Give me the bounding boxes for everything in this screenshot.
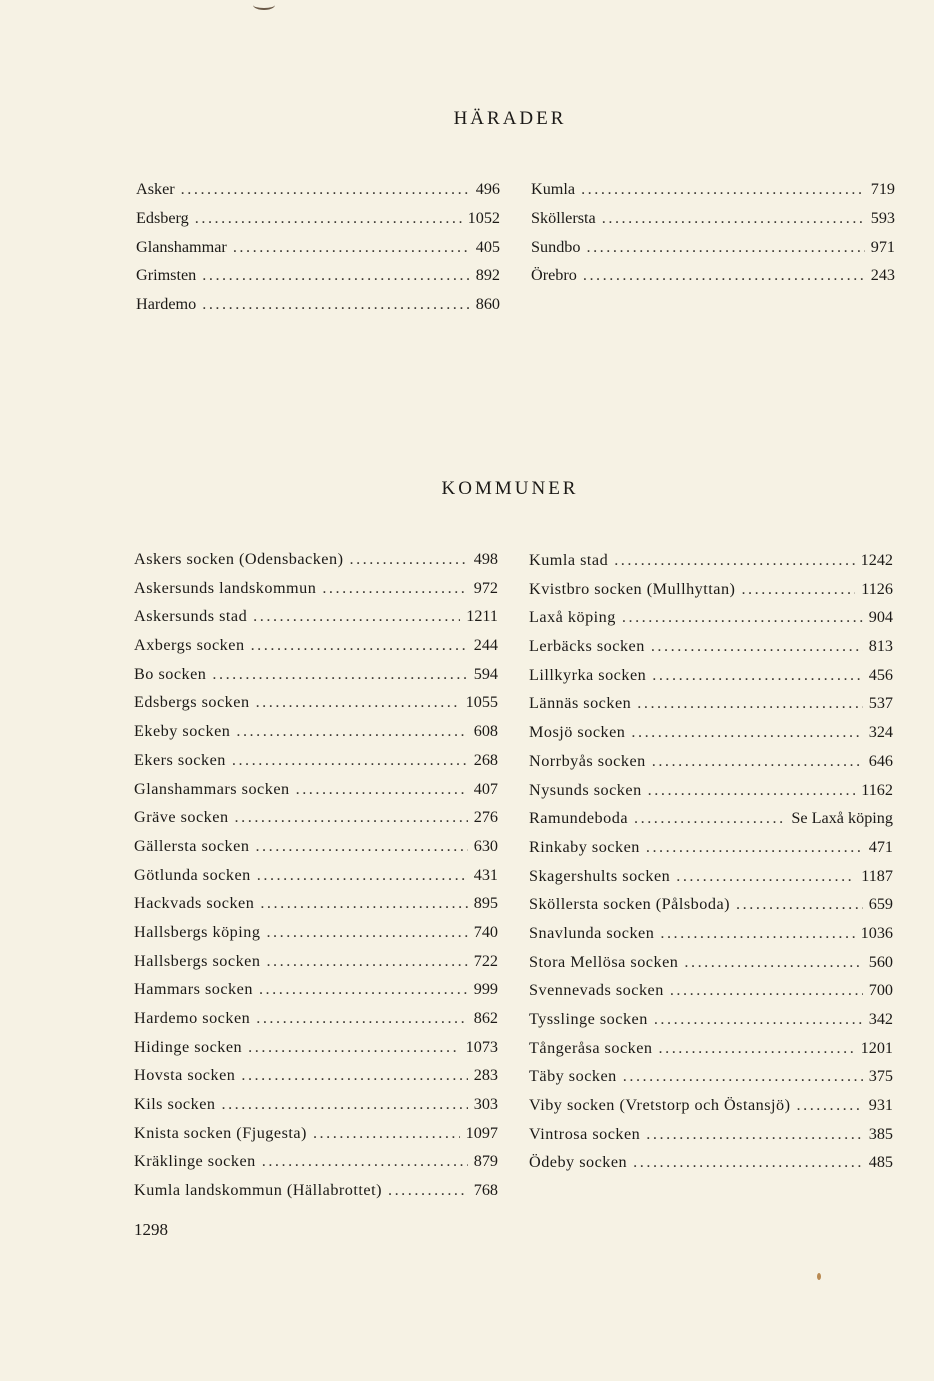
index-entry xyxy=(529,694,893,723)
dot-leader xyxy=(195,209,462,228)
entry-name: Hidinge socken xyxy=(134,1037,243,1056)
entry-name: Örebro xyxy=(531,266,577,285)
entry-page: 405 xyxy=(475,237,500,256)
dot-leader xyxy=(349,550,467,569)
index-entry xyxy=(134,1152,498,1181)
entry-name: Askersunds stad xyxy=(134,607,248,626)
dot-leader xyxy=(260,894,467,913)
entry-name: Skagershults socken xyxy=(529,866,671,885)
index-entry xyxy=(134,1038,498,1067)
page-number: 1298 xyxy=(134,1220,168,1239)
ink-mark xyxy=(253,0,275,10)
dot-leader xyxy=(232,751,468,770)
entry-name: Hardemo socken xyxy=(134,1009,251,1027)
entry-page: 283 xyxy=(473,1066,498,1085)
entry-page: 879 xyxy=(473,1152,498,1171)
entry-page: 594 xyxy=(473,664,498,683)
entry-page: Se Laxå köping xyxy=(791,809,893,828)
index-entry xyxy=(136,209,500,238)
entry-name: Täby socken xyxy=(529,1067,617,1086)
entry-name: Kumla xyxy=(531,180,576,198)
index-entry xyxy=(134,722,498,751)
dot-leader xyxy=(259,980,468,999)
dot-leader xyxy=(676,867,855,886)
dot-leader xyxy=(654,1010,863,1029)
index-entry xyxy=(134,780,498,809)
entry-page: 700 xyxy=(868,981,893,1000)
entry-page: 471 xyxy=(868,837,893,856)
index-entry xyxy=(529,1067,893,1096)
index-entry xyxy=(529,867,893,896)
entry-name: Axbergs socken xyxy=(134,636,245,655)
dot-leader xyxy=(262,1152,468,1171)
index-entry xyxy=(529,924,893,953)
index-entry xyxy=(529,809,893,838)
dot-leader xyxy=(388,1181,468,1200)
index-entry xyxy=(531,180,895,209)
dot-leader xyxy=(602,209,865,228)
dot-leader xyxy=(236,722,467,741)
entry-page: 1126 xyxy=(861,579,893,598)
index-entry xyxy=(134,1124,498,1153)
dot-leader xyxy=(652,752,863,771)
entry-name: Viby socken (Vretstorp och Östansjö) xyxy=(529,1096,791,1115)
dot-leader xyxy=(633,1153,863,1172)
dot-leader xyxy=(670,981,863,1000)
entry-name: Bo socken xyxy=(134,664,207,683)
entry-page: 608 xyxy=(473,722,498,741)
entry-name: Svennevads socken xyxy=(529,981,664,1000)
entry-name: Kräklinge socken xyxy=(134,1152,256,1171)
index-entry xyxy=(134,1095,498,1124)
index-entry xyxy=(134,550,498,579)
entry-page: 1242 xyxy=(860,551,893,569)
index-entry xyxy=(529,580,893,609)
dot-leader xyxy=(248,1038,459,1057)
index-entry xyxy=(529,551,893,580)
entry-name: Götlunda socken xyxy=(134,865,251,884)
dot-leader xyxy=(296,780,468,799)
index-entry xyxy=(529,1039,893,1068)
entry-page: 971 xyxy=(870,237,895,256)
entry-page: 303 xyxy=(473,1095,498,1114)
index-entry xyxy=(136,295,500,324)
entry-name: Mosjö socken xyxy=(529,723,626,742)
dot-leader xyxy=(634,809,785,828)
kommuner-left-column xyxy=(134,550,498,1210)
entry-page: 1055 xyxy=(465,693,498,712)
dot-leader xyxy=(313,1124,460,1143)
section-title-kommuner: KOMMUNER xyxy=(441,478,579,499)
dot-leader xyxy=(622,608,863,627)
index-entry xyxy=(531,266,895,295)
dot-leader xyxy=(255,837,467,856)
entry-name: Askersunds landskommun xyxy=(134,578,317,597)
entry-name: Glanshammar xyxy=(136,237,227,256)
dot-leader xyxy=(266,923,467,942)
index-entry xyxy=(531,238,895,267)
dot-leader xyxy=(235,808,468,827)
entry-page: 243 xyxy=(870,266,895,285)
entry-page: 385 xyxy=(868,1124,893,1143)
entry-name: Ödeby socken xyxy=(529,1153,628,1172)
entry-name: Snavlunda socken xyxy=(529,923,655,942)
dot-leader xyxy=(684,953,862,972)
dot-leader xyxy=(221,1095,467,1114)
index-entry xyxy=(529,752,893,781)
entry-name: Tångeråsa socken xyxy=(529,1038,653,1057)
dot-leader xyxy=(659,1039,855,1058)
entry-name: Kvistbro socken (Mullhyttan) xyxy=(529,579,736,598)
index-entry xyxy=(529,723,893,752)
dot-leader xyxy=(256,693,460,712)
index-entry xyxy=(134,693,498,722)
entry-name: Ekeby socken xyxy=(134,722,231,741)
dot-leader xyxy=(741,580,855,599)
entry-page: 496 xyxy=(475,180,500,198)
index-entry xyxy=(529,637,893,666)
entry-page: 813 xyxy=(868,637,893,656)
entry-name: Kumla landskommun (Hällabrottet) xyxy=(134,1181,382,1200)
entry-name: Knista socken (Fjugesta) xyxy=(134,1123,307,1142)
entry-name: Asker xyxy=(136,180,175,198)
index-entry xyxy=(529,608,893,637)
entry-page: 1162 xyxy=(861,780,893,799)
index-entry xyxy=(529,895,893,924)
entry-page: 1073 xyxy=(465,1037,498,1056)
dot-leader xyxy=(797,1096,863,1115)
entry-name: Lerbäcks socken xyxy=(529,637,645,656)
entry-page: 593 xyxy=(870,208,895,227)
entry-name: Hallsbergs socken xyxy=(134,951,261,970)
entry-page: 375 xyxy=(868,1067,893,1086)
entry-page: 719 xyxy=(870,180,895,198)
entry-name: Stora Mellösa socken xyxy=(529,952,679,971)
index-entry xyxy=(136,238,500,267)
entry-name: Laxå köping xyxy=(529,608,616,627)
index-entry xyxy=(134,866,498,895)
index-entry xyxy=(134,980,498,1009)
entry-page: 498 xyxy=(473,550,498,568)
dot-leader xyxy=(660,924,854,943)
index-entry xyxy=(531,209,895,238)
dot-leader xyxy=(253,607,460,626)
entry-page: 860 xyxy=(475,295,500,314)
dot-leader xyxy=(181,180,470,199)
entry-page: 862 xyxy=(473,1009,498,1027)
entry-page: 630 xyxy=(473,836,498,855)
dot-leader xyxy=(583,266,865,285)
entry-name: Sköllersta xyxy=(531,208,596,227)
dot-leader xyxy=(322,579,467,598)
entry-name: Lillkyrka socken xyxy=(529,665,647,684)
dot-leader xyxy=(623,1067,863,1086)
entry-page: 892 xyxy=(475,266,500,285)
index-entry xyxy=(134,636,498,665)
entry-name: Nysunds socken xyxy=(529,780,642,799)
entry-page: 342 xyxy=(868,1010,893,1028)
entry-name: Hovsta socken xyxy=(134,1066,236,1085)
entry-name: Edsberg xyxy=(136,208,189,227)
entry-name: Glanshammars socken xyxy=(134,779,290,798)
index-entry xyxy=(529,1010,893,1039)
index-entry xyxy=(136,180,500,209)
index-entry xyxy=(529,838,893,867)
entry-page: 1036 xyxy=(860,923,893,942)
index-entry xyxy=(134,894,498,923)
entry-page: 537 xyxy=(868,694,893,713)
index-entry xyxy=(134,607,498,636)
entry-page: 456 xyxy=(868,665,893,684)
harader-left-column xyxy=(136,180,500,324)
entry-name: Tysslinge socken xyxy=(529,1010,648,1028)
index-entry xyxy=(529,1096,893,1125)
dot-leader xyxy=(581,180,865,199)
entry-page: 999 xyxy=(473,980,498,999)
dot-leader xyxy=(736,895,863,914)
dot-leader xyxy=(652,666,862,685)
entry-page: 407 xyxy=(473,779,498,798)
dot-leader xyxy=(256,1009,467,1028)
entry-page: 276 xyxy=(473,808,498,827)
index-entry xyxy=(134,665,498,694)
entry-page: 740 xyxy=(473,922,498,941)
dot-leader xyxy=(266,952,467,971)
entry-name: Rinkaby socken xyxy=(529,837,640,856)
entry-name: Hammars socken xyxy=(134,980,253,999)
entry-page: 268 xyxy=(473,750,498,769)
index-entry xyxy=(134,952,498,981)
entry-name: Edsbergs socken xyxy=(134,693,250,712)
entry-name: Hackvads socken xyxy=(134,894,255,913)
entry-page: 244 xyxy=(473,636,498,655)
index-entry xyxy=(529,666,893,695)
entry-name: Hardemo xyxy=(136,295,197,314)
entry-name: Kils socken xyxy=(134,1095,216,1114)
index-entry xyxy=(529,781,893,810)
dot-leader xyxy=(212,665,467,684)
entry-page: 768 xyxy=(473,1181,498,1200)
kommuner-right-column xyxy=(529,551,893,1182)
index-entry xyxy=(529,981,893,1010)
entry-page: 931 xyxy=(868,1096,893,1115)
entry-page: 646 xyxy=(868,751,893,770)
dot-leader xyxy=(586,238,864,257)
entry-page: 560 xyxy=(868,952,893,971)
entry-name: Hallsbergs köping xyxy=(134,922,261,941)
ink-spot xyxy=(817,1273,821,1280)
dot-leader xyxy=(241,1066,467,1085)
dot-leader xyxy=(257,866,468,885)
entry-page: 485 xyxy=(868,1153,893,1172)
dot-leader xyxy=(651,637,863,656)
entry-name: Lännäs socken xyxy=(529,694,632,713)
entry-page: 1211 xyxy=(466,607,498,626)
entry-page: 1052 xyxy=(467,208,500,227)
index-entry xyxy=(134,579,498,608)
dot-leader xyxy=(614,551,854,570)
entry-page: 722 xyxy=(473,951,498,970)
index-entry xyxy=(529,1153,893,1182)
index-entry xyxy=(134,1181,498,1210)
index-entry xyxy=(134,751,498,780)
dot-leader xyxy=(202,266,469,285)
entry-page: 1097 xyxy=(465,1123,498,1142)
entry-page: 431 xyxy=(473,865,498,884)
harader-right-column xyxy=(531,180,895,295)
index-entry xyxy=(134,808,498,837)
index-entry xyxy=(134,837,498,866)
dot-leader xyxy=(251,636,468,655)
dot-leader xyxy=(631,723,862,742)
entry-page: 1201 xyxy=(860,1038,893,1057)
entry-name: Vintrosa socken xyxy=(529,1124,641,1143)
entry-page: 972 xyxy=(473,578,498,597)
dot-leader xyxy=(202,295,469,314)
index-entry xyxy=(134,1066,498,1095)
entry-page: 904 xyxy=(868,608,893,627)
entry-page: 1187 xyxy=(861,866,893,885)
entry-name: Sundbo xyxy=(531,237,581,256)
entry-name: Sköllersta socken (Pålsboda) xyxy=(529,895,731,914)
entry-name: Norrbyås socken xyxy=(529,751,646,770)
dot-leader xyxy=(233,238,470,257)
dot-leader xyxy=(648,781,856,800)
entry-page: 324 xyxy=(868,723,893,742)
entry-name: Ramundeboda xyxy=(529,809,629,828)
entry-name: Askers socken (Odensbacken) xyxy=(134,550,344,568)
index-entry xyxy=(529,953,893,982)
entry-name: Gällersta socken xyxy=(134,836,250,855)
index-entry xyxy=(136,266,500,295)
entry-page: 659 xyxy=(868,895,893,914)
dot-leader xyxy=(646,1125,862,1144)
section-title-harader: HÄRADER xyxy=(453,108,567,129)
dot-leader xyxy=(646,838,863,857)
index-entry xyxy=(134,923,498,952)
entry-page: 895 xyxy=(473,894,498,913)
entry-name: Gräve socken xyxy=(134,808,229,827)
entry-name: Ekers socken xyxy=(134,750,226,769)
entry-name: Grimsten xyxy=(136,266,197,285)
entry-name: Kumla stad xyxy=(529,551,609,569)
index-entry xyxy=(529,1125,893,1154)
index-entry xyxy=(134,1009,498,1038)
dot-leader xyxy=(637,694,862,713)
